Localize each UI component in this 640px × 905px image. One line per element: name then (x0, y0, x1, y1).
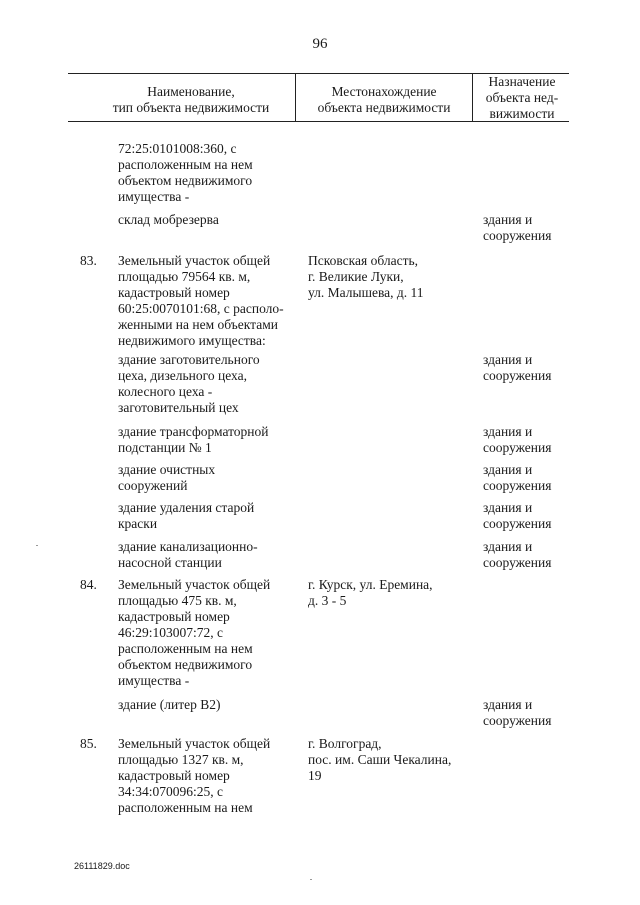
row-number: 85. (80, 736, 97, 751)
object-purpose: здания и сооружения (483, 462, 552, 493)
header-location-column: Местонахождение объекта недвижимости (317, 84, 451, 115)
object-name: склад мобрезерва (118, 212, 219, 227)
scan-speck (310, 879, 312, 880)
header-divider-2 (472, 73, 473, 121)
document-footer: 26111829.doc (74, 861, 130, 871)
header-purpose-column: Назначение объекта нед- вижимости (485, 74, 559, 121)
object-name: здание (литер В2) (118, 697, 221, 712)
header-name-column: Наименование, тип объекта недвижимости (112, 84, 270, 115)
object-name: здание заготовительного цеха, дизельного цеха, колесного цеха - заготовительный цех (118, 352, 260, 415)
object-location: г. Волгоград, пос. им. Саши Чекалина, 19 (308, 736, 452, 783)
object-purpose: здания и сооружения (483, 424, 552, 455)
row-number: 84. (80, 577, 97, 592)
object-purpose: здания и сооружения (483, 697, 552, 728)
object-location: г. Курск, ул. Еремина, д. 3 - 5 (308, 577, 433, 608)
row-number: 83. (80, 253, 97, 268)
scan-speck (36, 545, 38, 546)
page-number: 96 (312, 36, 328, 52)
object-purpose: здания и сооружения (483, 352, 552, 383)
object-name: Земельный участок общей площадью 1327 кв. м, кадастровый номер 34:34:070096:25, с расположенным на нем (118, 736, 271, 815)
object-name: Земельный участок общей площадью 475 кв. м, кадастровый номер 46:29:103007:72, с расположенным на нем объектом недвижимого имущества - (118, 577, 271, 688)
object-name: Земельный участок общей площадью 79564 кв. м, кадастровый номер 60:25:0070101:68, с располо- женными на нем объектами недвижимого имущества: (118, 253, 284, 348)
object-location: Псковская область, г. Великие Луки, ул. Малышева, д. 11 (308, 253, 424, 300)
object-purpose: здания и сооружения (483, 539, 552, 570)
object-name: 72:25:0101008:360, с расположенным на нем объектом недвижимого имущества - (118, 141, 253, 204)
object-name: здание канализационно- насосной станции (118, 539, 258, 570)
object-purpose: здания и сооружения (483, 500, 552, 531)
object-name: здание трансформаторной подстанции № 1 (118, 424, 269, 455)
object-name: здание удаления старой краски (118, 500, 255, 531)
header-divider-1 (295, 73, 296, 121)
object-name: здание очистных сооружений (118, 462, 216, 493)
object-purpose: здания и сооружения (483, 212, 552, 243)
